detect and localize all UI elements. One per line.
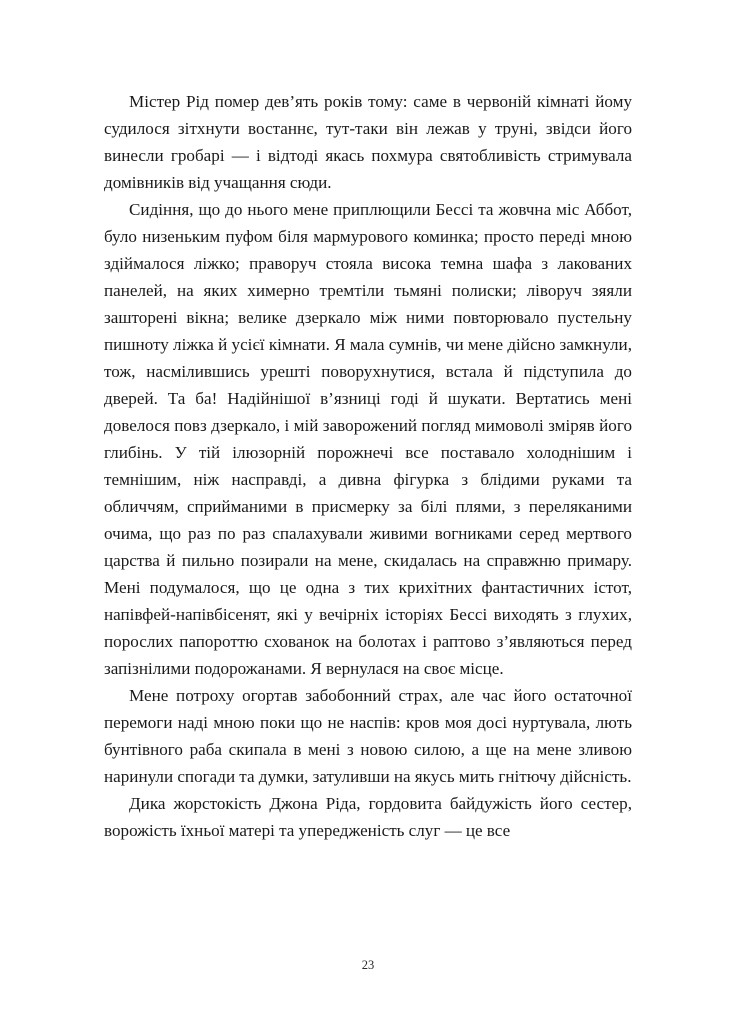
page-number: 23 (361, 958, 375, 972)
paragraph: Сидіння, що до нього мене приплющили Бессі та жовчна міс Аббот, було низеньким пуфом біля мармурового коминка; просто переді мною здіймалося ліжко; праворуч стояла висока темна шафа з лакованих панелей, на яких химерно тремтіли тьмяні полиски; ліворуч зяяли зашторені вікна; велике дзеркало між ними повторювало пустельну пишноту ліжка й усієї кімнати. Я мала сумнів, чи мене дійсно замкнули, тож, насмілившись урешті поворухнутися, встала й підступила до дверей. Та ба! Надійнішої в’язниці годі й шукати. Вертатись мені довелося повз дзеркало, і мій заворожений погляд мимоволі зміряв його глибінь. У тій ілюзорній порожнечі все поставало холоднішим і темнішим, ніж насправді, а дивна фігурка з блідими руками та обличчям, сприйманими в присмерку за білі плями, з переляканими очима, що раз по раз спалахували живими вогниками серед мертвого царства й пильно позирали на мене, скидалась на справжню примару. Мені подумалося, що це одна з тих крихітних фантастичних істот, напівфей-напівбісенят, які у вечірніх історіях Бессі виходять з глухих, порослих папороттю схованок на болотах і раптово з’являються перед запізнілими подорожанами. Я вернулася на своє місце. (104, 200, 632, 678)
paragraph: Містер Рід помер дев’ять років тому: саме в червоній кімнаті йому судилося зітхнути востаннє, тут-таки він лежав у труні, звідси його винесли гробарі — і відтоді якась похмура святобливість стримувала домівників від учащання сюди. (104, 92, 632, 192)
paragraph: Мене потроху огортав забобонний страх, але час його остаточної перемоги наді мною поки що не наспів: кров моя досі нуртувала, лють бунтівного раба скипала в мені з новою силою, а ще на мене зливою наринули спогади та думки, затуливши на якусь мить гнітючу дійсність. (104, 686, 632, 786)
paragraph: Дика жорстокість Джона Ріда, гордовита байдужість його сестер, ворожість їхньої матері та упередженість слуг — це все (104, 794, 632, 840)
body-text-block (104, 88, 632, 844)
